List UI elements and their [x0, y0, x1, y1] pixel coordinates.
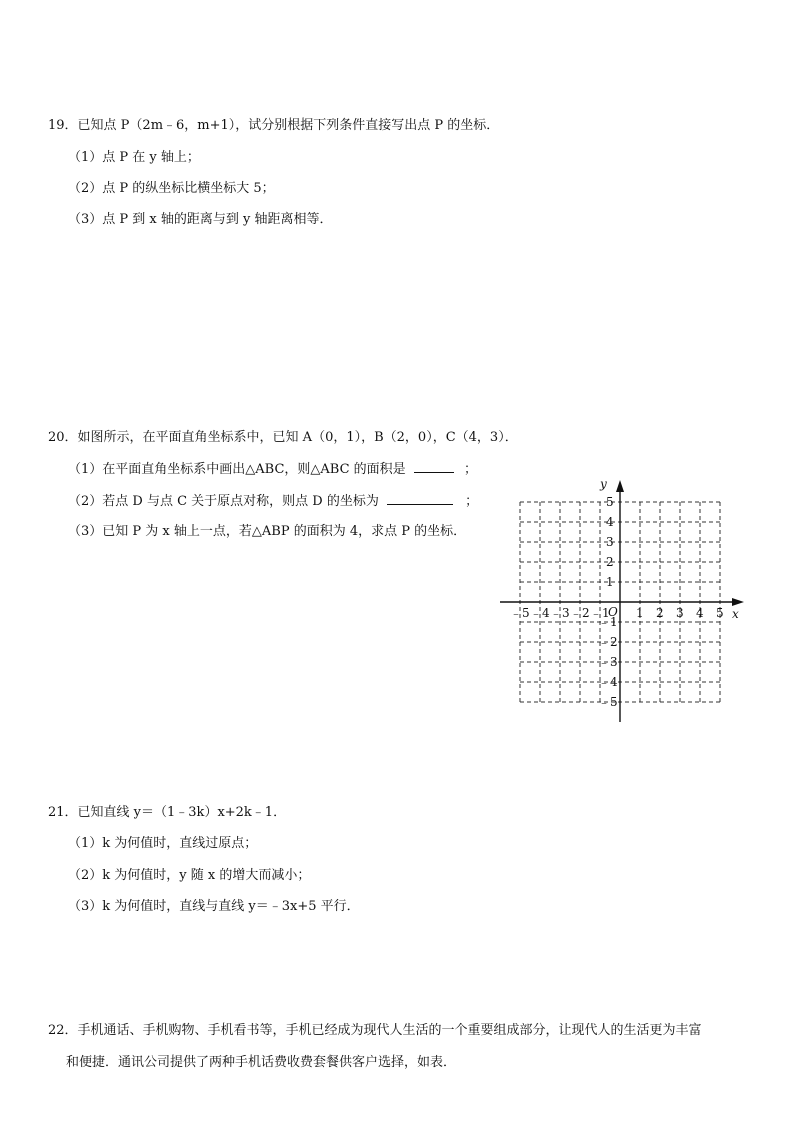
question-19-stem: 19．已知点 P（2m﹣6，m+1），试分别根据下列条件直接写出点 P 的坐标． [48, 118, 500, 133]
x-axis-arrow [732, 598, 744, 606]
y-tick-label: ﹣3 [598, 655, 618, 669]
answer-blank-coordinate[interactable] [387, 492, 453, 505]
question-21-stem: 21．已知直线 y＝（1﹣3k）x+2k﹣1． [48, 805, 287, 820]
y-tick-label: 4 [606, 515, 614, 529]
question-22-line-1: 22．手机通话、手机购物、手机看书等，手机已经成为现代人生活的一个重要组成部分，让现代人的生活更为丰富 [48, 1023, 702, 1038]
question-21-part-3: （3）k 为何值时，直线与直线 y＝﹣3x+5 平行． [68, 899, 360, 914]
x-tick-label: 5 [716, 606, 724, 620]
question-20-stem: 20．如图所示，在平面直角坐标系中，已知 A（0，1），B（2，0），C（4，3）． [48, 430, 518, 445]
coordinate-grid [496, 476, 750, 726]
y-tick-label: ﹣1 [598, 615, 618, 629]
x-tick-label: ﹣3 [550, 606, 570, 620]
question-22-line-2: 和便捷．通讯公司提供了两种手机话费收费套餐供客户选择，如表． [66, 1055, 457, 1070]
question-20-part-1-end: ； [463, 462, 477, 477]
y-axis-label: y [600, 477, 607, 491]
question-20-part-1-text: （1）在平面直角坐标系中画出△ABC，则△ABC 的面积是 [68, 462, 406, 477]
x-tick-label: ﹣5 [510, 606, 530, 620]
y-tick-label: 1 [606, 575, 614, 589]
axes [500, 480, 744, 722]
x-tick-label: 2 [656, 606, 664, 620]
question-21-part-2: （2）k 为何值时，y 随 x 的增大而减小； [68, 868, 311, 883]
question-20-part-2 [68, 492, 478, 511]
x-tick-label: ﹣1 [590, 606, 610, 620]
y-tick-label: 3 [606, 535, 614, 549]
origin-label: O [608, 605, 618, 619]
x-tick-label: 4 [696, 606, 704, 620]
question-19-part-2: （2）点 P 的纵坐标比横坐标大 5； [68, 181, 275, 196]
y-tick-label: ﹣2 [598, 635, 618, 649]
y-tick-label: ﹣5 [598, 695, 618, 709]
question-19-part-3: （3）点 P 到 x 轴的距离与到 y 轴距离相等． [68, 212, 333, 227]
question-20-part-2-text: （2）若点 D 与点 C 关于原点对称，则点 D 的坐标为 [68, 494, 379, 509]
y-tick-label: 5 [606, 495, 614, 509]
question-20-part-3: （3）已知 P 为 x 轴上一点，若△ABP 的面积为 4，求点 P 的坐标． [68, 524, 467, 539]
question-20-part-1 [68, 460, 477, 479]
y-tick-label: 2 [606, 555, 614, 569]
question-19-part-1: （1）点 P 在 y 轴上； [68, 150, 200, 165]
y-axis-arrow [616, 480, 624, 492]
y-tick-label: ﹣4 [598, 675, 618, 689]
tick-labels [510, 477, 739, 709]
question-21-part-1: （1）k 为何值时，直线过原点； [68, 836, 258, 851]
answer-blank-area[interactable] [414, 460, 454, 473]
question-20-part-2-end: ； [465, 494, 479, 509]
x-tick-label: ﹣2 [570, 606, 590, 620]
x-tick-label: 1 [636, 606, 644, 620]
x-axis-label: x [732, 607, 739, 621]
x-tick-label: ﹣4 [530, 606, 550, 620]
x-tick-label: 3 [676, 606, 684, 620]
